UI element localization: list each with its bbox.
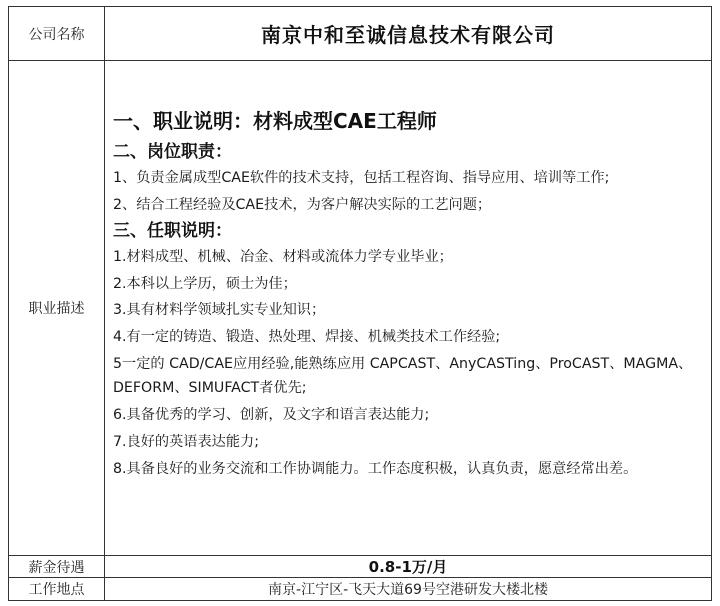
duties-heading: 二、岗位职责： <box>113 142 232 162</box>
requirement-item: 6.具备优秀的学习、创新，及文字和语言表达能力; <box>113 407 430 423</box>
duty-item: 2、结合工程经验及CAE技术，为客户解决实际的工艺问题； <box>113 196 492 213</box>
duty-item: 1、负责金属成型CAE软件的技术支持，包括工程咨询、指导应用、培训等工作; <box>113 170 610 186</box>
requirement-item: 2.本科以上学历，硕士为佳； <box>113 275 297 292</box>
location-value: 南京-江宁区-飞天大道69号空港研发大楼北楼 <box>105 578 712 601</box>
description-row <box>9 61 712 556</box>
company-row <box>9 7 712 61</box>
location-row <box>9 578 712 601</box>
requirement-item: 7.良好的英语表达能力; <box>113 433 260 450</box>
position-title: 材料成型CAE工程师 <box>253 109 437 133</box>
position-heading-prefix: 一、职业说明： <box>113 109 253 133</box>
company-label: 公司名称 <box>9 7 105 61</box>
salary-value: 0.8-1万/月 <box>105 556 712 578</box>
description-label: 职业描述 <box>9 61 105 556</box>
job-posting-table <box>8 6 712 601</box>
salary-row <box>9 556 712 578</box>
location-label: 工作地点 <box>9 578 105 601</box>
requirement-item: 3.具有材料学领域扎实专业知识； <box>113 302 326 318</box>
position-heading <box>113 107 701 135</box>
requirement-item: 4.有一定的铸造、锻造、热处理、焊接、机械类技术工作经验; <box>113 328 501 345</box>
requirement-item: 8.具备良好的业务交流和工作协调能力。工作态度积极，认真负责，愿意经常出差。 <box>113 461 638 477</box>
salary-label: 薪金待遇 <box>9 556 105 578</box>
company-name: 南京中和至诚信息技术有限公司 <box>105 7 712 61</box>
requirements-heading: 三、任职说明： <box>113 221 232 241</box>
description-cell <box>105 61 712 556</box>
description-body <box>105 61 711 483</box>
requirement-item: 5一定的 CAD/CAE应用经验,能熟练应用 CAPCAST、AnyCASTing、ProCAST、MAGMA、DEFORM、SIMUFACT者优先; <box>113 356 693 396</box>
requirement-item: 1.材料成型、机械、冶金、材料或流体力学专业毕业； <box>113 249 453 265</box>
